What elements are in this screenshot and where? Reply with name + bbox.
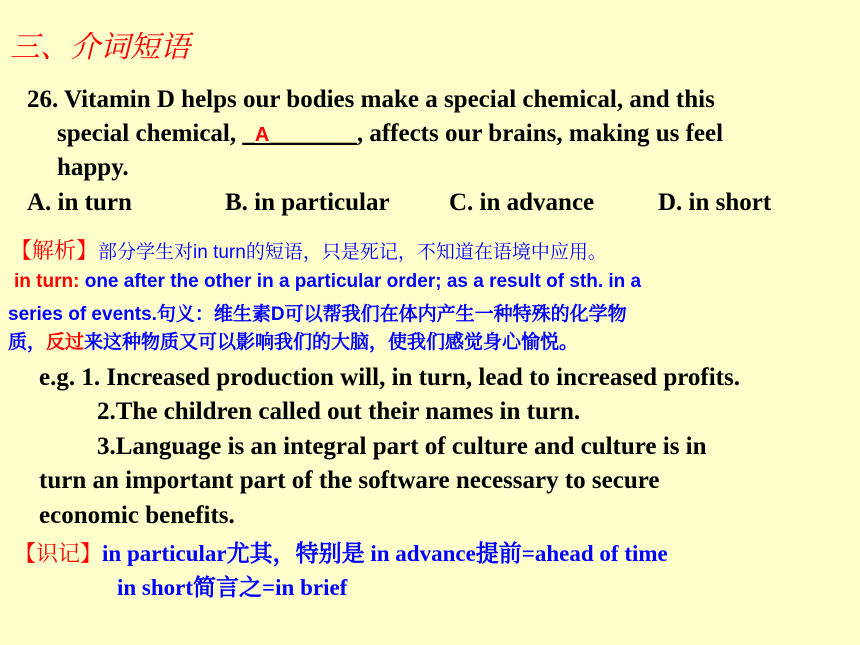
definition-term: in turn:	[14, 271, 80, 292]
memo-text-1: in particular尤其，特别是 in advance提前=ahead of time	[102, 541, 668, 566]
example-line-4: turn an important part of the software necessary to secure	[39, 467, 660, 494]
analysis-intro: 部分学生对in turn的短语，只是死记，不知道在语境中应用。	[98, 242, 607, 263]
question-line-1: 26. Vitamin D helps our bodies make a special chemical, and this	[27, 86, 715, 113]
definition-text: one after the other in a particular order; as a result of sth. in a	[79, 271, 642, 292]
analysis-label: 【解析】	[10, 239, 99, 264]
example-line-5: economic benefits.	[39, 502, 235, 529]
slide-title: 三、介词短语	[10, 30, 190, 65]
option-d: D. in short	[658, 189, 772, 216]
option-a: A. in turn	[27, 189, 132, 216]
option-c: C. in advance	[449, 189, 595, 216]
blank-tail: _______	[269, 120, 357, 147]
answer-letter: A	[254, 124, 270, 146]
analysis-definition	[14, 271, 641, 293]
analysis-line-1	[10, 234, 607, 265]
analysis-highlight: 反过	[46, 332, 85, 353]
answer-blank	[242, 120, 356, 147]
memo-line-1	[14, 535, 668, 568]
question-line-2-end: , affects our brains, making us feel	[356, 120, 724, 147]
analysis-line-4	[8, 327, 578, 354]
example-line-3: 3.Language is an integral part of culture and culture is in	[97, 433, 707, 460]
analysis-line-4-start: 质，	[8, 332, 47, 353]
blank-lead: _	[242, 120, 255, 147]
question-line-3: happy.	[57, 154, 129, 181]
example-line-2: 2.The children called out their names in turn.	[97, 398, 581, 425]
memo-line-2: in short简言之=in brief	[117, 575, 348, 600]
question-line-2	[57, 120, 723, 148]
example-line-1: e.g. 1. Increased production will, in turn, lead to increased profits.	[39, 364, 740, 391]
memo-label: 【识记】	[14, 542, 103, 567]
analysis-line-4-end: 来这种物质又可以影响我们的大脑，使我们感觉身心愉悦。	[84, 332, 579, 353]
option-b: B. in particular	[225, 189, 390, 216]
question-line-2-start: special chemical,	[57, 120, 243, 147]
analysis-line-3: series of events.句义：维生素D可以帮我们在体内产生一种特殊的化学物	[8, 304, 627, 325]
